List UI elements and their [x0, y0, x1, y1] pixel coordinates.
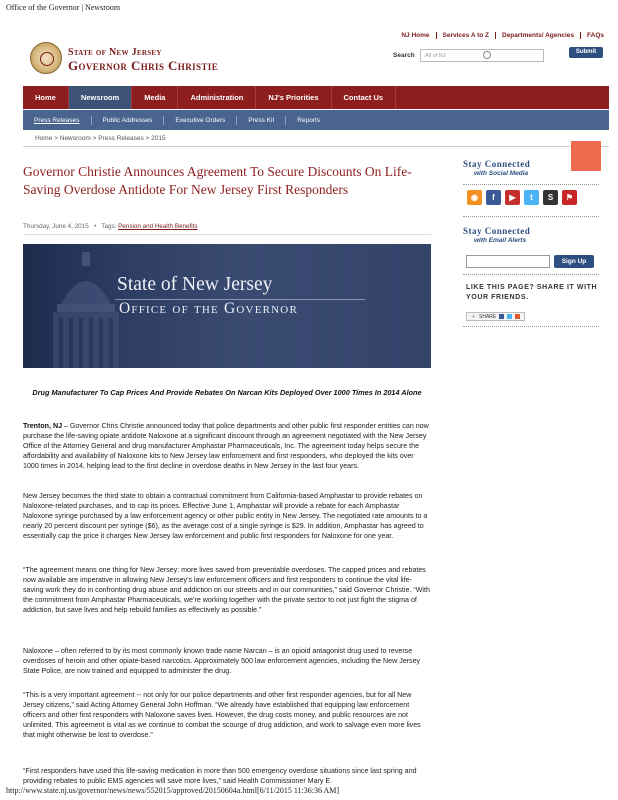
facebook-mini-icon	[499, 314, 504, 319]
sign-up-button[interactable]: Sign Up	[554, 255, 594, 268]
sidebar-divider	[463, 216, 599, 217]
stay-connected-email-title: Stay Connected	[463, 226, 531, 236]
article-subhead: Drug Manufacturer To Cap Prices And Provide Rebates On Narcan Kits Deployed Over 1000 Times In 2014 Alone	[32, 388, 422, 397]
paragraph-6: “First responders have used this life-saving medication in more than 500 emergency overdose situations since last spring and providing rebates to public EMS agencies will save more lives,” said Health Commissioner Mary E.	[23, 767, 417, 785]
article-date: Thursday, June 4, 2015	[23, 223, 89, 230]
search-label: Search	[393, 52, 415, 59]
share-page-title: LIKE THIS PAGE? SHARE IT WITH YOUR FRIENDS.	[466, 284, 598, 301]
sub-nav	[23, 110, 609, 130]
capitol-dome-graphic	[41, 252, 131, 368]
logo-governor-text[interactable]: Governor Chris Christie	[68, 58, 219, 73]
nav-media[interactable]: Media	[132, 86, 178, 109]
subnav-press-kit[interactable]: Press Kit	[237, 116, 286, 125]
print-page-title: Office of the Governor | Newsroom	[6, 3, 121, 12]
utility-link-services[interactable]: Services A to Z	[437, 32, 496, 39]
article-headline: Governor Christie Announces Agreement To Secure Discounts On Life-Saving Overdose Antidote For New Jersey First Responders	[23, 164, 412, 197]
article-meta: Thursday, June 4, 2015 • Tags: Pension and Health Benefits	[23, 223, 198, 230]
utility-link-nj-home[interactable]: NJ Home	[395, 32, 436, 39]
nav-priorities[interactable]: NJ's Priorities	[256, 86, 331, 109]
nav-newsroom[interactable]: Newsroom	[69, 86, 132, 109]
facebook-icon[interactable]: f	[486, 190, 501, 205]
paragraph-4: Naloxone – often referred to by its most commonly known trade name Narcan – is an opioid antagonist drug used to reverse overdoses of heroin and other opiate-based narcotics. Approximately 500 law enforcement agencies, including the New Jersey State Police, are now trained and equipped to administer the drug.	[23, 647, 421, 675]
search-submit-button[interactable]: Submit	[569, 47, 603, 58]
breadcrumb-divider	[23, 146, 609, 147]
youtube-icon[interactable]: ▶	[505, 190, 520, 205]
search-input[interactable]	[420, 49, 544, 62]
utility-links	[395, 32, 604, 39]
logo-state-text[interactable]: State of New Jersey	[68, 47, 162, 58]
paragraph-2: New Jersey becomes the third state to obtain a contractual commitment from California-based Amphastar to provide rebates on Naloxone-related purchases, and to cap its prices. Effective June 1, Amphastar will provide a rebate for each Amphastar Naloxone syringe purchased by a law enforcement agency or other public entity in New Jersey. The negotiated rate amounts to a nearly 20 percent discount per syringe ($6), as the average cost of a single syringe is $29. In addition, Amphastar has agreed to essentially cap the price it charges New Jersey law enforcement and public first responders for Naloxone for one year.	[23, 492, 428, 540]
office-banner-image	[23, 244, 431, 368]
subnav-reports[interactable]: Reports	[297, 116, 321, 124]
paragraph-1-text: – Governor Chris Christie announced today that police departments and other public first responder entities can now purchase the life-saving opiate antidote Naloxone at a significant discount through an agreement negotiated with the New Jersey Office of the Attorney General and drug manufacturer Amphastar Pharmaceuticals, Inc. The agreement today helps secure the affordability and availability of Naloxone kits to New Jersey law enforcement and first responders, who deployed the kits over 1000 times in 2014, helping lead to the first decline in overdose deaths in New Jersey in the last four years.	[23, 422, 429, 470]
article-tag-link[interactable]: Pension and Health Benefits	[118, 223, 198, 230]
search-placeholder: All of NJ	[425, 53, 446, 59]
banner-office-title: Office of the Governor	[119, 300, 298, 317]
share-button[interactable]	[466, 312, 525, 321]
nav-home[interactable]: Home	[23, 86, 69, 109]
subnav-public-addresses[interactable]: Public Addresses	[92, 116, 165, 125]
flag-icon[interactable]: ⚑	[562, 190, 577, 205]
main-nav	[23, 86, 609, 109]
nav-contact-us[interactable]: Contact Us	[332, 86, 397, 109]
nav-administration[interactable]: Administration	[178, 86, 256, 109]
subnav-press-releases[interactable]: Press Releases	[23, 116, 92, 125]
breadcrumb[interactable]: Home > Newsroom > Press Releases > 2015	[35, 135, 166, 142]
subnav-executive-orders[interactable]: Executive Orders	[164, 116, 237, 125]
with-social-media-label: with Social Media	[474, 170, 529, 177]
banner-state-title: State of New Jersey	[117, 274, 273, 295]
state-seal-logo[interactable]	[30, 42, 62, 74]
rss-icon[interactable]: ◉	[467, 190, 482, 205]
twitter-mini-icon	[507, 314, 512, 319]
dateline: Trenton, NJ	[23, 422, 63, 430]
print-page-url: http://www.state.nj.us/governor/news/news/552015/approved/20150604a.html[6/11/2015 11:36:36 AM]	[6, 786, 340, 795]
utility-link-faqs[interactable]: FAQs	[587, 32, 604, 39]
sidebar-divider	[463, 326, 599, 327]
search-icon	[483, 51, 491, 59]
paragraph-5: “This is a very important agreement -- not only for our police departments and other first responder agencies, but for all New Jersey citizens,” said Acting Attorney General John Hoffman. “We already have established that equipping law enforcement officers and other first responders with Naloxone saves lives. However, the drug costs money, and public resources are not unlimited. This agreement is vital as we continue to combat the scourge of drug addiction, and work to salvage even more lives that might otherwise be lost to overdose.”	[23, 691, 421, 739]
stay-connected-social-title: Stay Connected	[463, 159, 531, 169]
social-icons	[467, 190, 577, 205]
tags-label: Tags:	[101, 223, 117, 230]
with-email-alerts-label: with Email Alerts	[474, 237, 527, 244]
sidebar-divider	[463, 274, 599, 275]
twitter-icon[interactable]: t	[524, 190, 539, 205]
sidebar-divider	[463, 184, 599, 185]
meta-divider	[23, 234, 431, 235]
share-button-label: SHARE	[479, 313, 497, 320]
share-plus-icon: ＋	[471, 313, 477, 320]
scribd-icon[interactable]: S	[543, 190, 558, 205]
paragraph-1	[23, 421, 431, 471]
utility-link-departments[interactable]: Departments/ Agencies	[496, 32, 581, 39]
more-mini-icon	[515, 314, 520, 319]
email-signup-input[interactable]	[466, 255, 550, 268]
orange-accent-block	[571, 141, 601, 171]
paragraph-3: “The agreement means one thing for New Jersey: more lives saved from preventable overdoses. The capped prices and rebates now available are imperative in allowing New Jersey’s law enforcement officers and first responders to continue the vital life-saving work they do in confronting drug abuse and addiction on our streets and in our communities,” said Governor Christie. “With the commitment from Amphastar Pharmaceuticals, we’re working together with the private sector to not just fight the stigma of addiction, but save lives and help rebuild families as effectively as possible.”	[23, 566, 430, 614]
